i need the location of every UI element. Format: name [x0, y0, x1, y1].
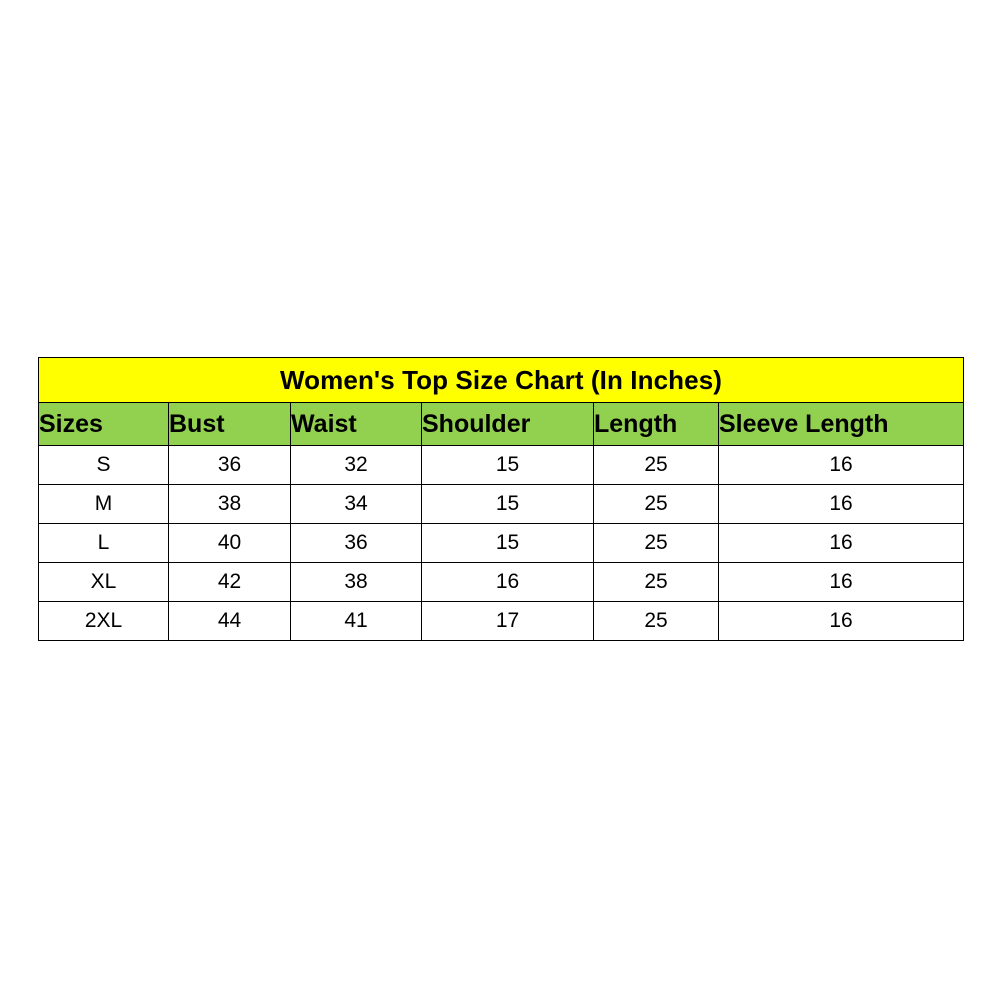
- table-row: [39, 563, 964, 602]
- cell-waist: 41: [291, 602, 422, 641]
- cell-waist: 36: [291, 524, 422, 563]
- cell-size: S: [39, 446, 169, 485]
- cell-shoulder: 15: [422, 485, 594, 524]
- table-title-row: [39, 358, 964, 403]
- column-header-shoulder: Shoulder: [422, 403, 594, 446]
- cell-sleeve-length: 16: [719, 602, 964, 641]
- cell-bust: 40: [169, 524, 291, 563]
- cell-sleeve-length: 16: [719, 446, 964, 485]
- cell-shoulder: 15: [422, 446, 594, 485]
- cell-sleeve-length: 16: [719, 524, 964, 563]
- cell-waist: 32: [291, 446, 422, 485]
- column-header-sleeve-length: Sleeve Length: [719, 403, 964, 446]
- cell-length: 25: [594, 524, 719, 563]
- cell-bust: 44: [169, 602, 291, 641]
- cell-length: 25: [594, 602, 719, 641]
- cell-waist: 34: [291, 485, 422, 524]
- column-header-sizes: Sizes: [39, 403, 169, 446]
- cell-shoulder: 17: [422, 602, 594, 641]
- cell-shoulder: 16: [422, 563, 594, 602]
- size-chart-container: [38, 357, 963, 641]
- cell-sleeve-length: 16: [719, 485, 964, 524]
- cell-waist: 38: [291, 563, 422, 602]
- table-row: [39, 524, 964, 563]
- cell-sleeve-length: 16: [719, 563, 964, 602]
- cell-shoulder: 15: [422, 524, 594, 563]
- cell-size: M: [39, 485, 169, 524]
- table-row: [39, 485, 964, 524]
- cell-bust: 42: [169, 563, 291, 602]
- column-header-bust: Bust: [169, 403, 291, 446]
- cell-size: XL: [39, 563, 169, 602]
- cell-size: L: [39, 524, 169, 563]
- cell-length: 25: [594, 446, 719, 485]
- chart-title: Women's Top Size Chart (In Inches): [39, 358, 964, 403]
- cell-size: 2XL: [39, 602, 169, 641]
- column-header-waist: Waist: [291, 403, 422, 446]
- cell-bust: 36: [169, 446, 291, 485]
- table-header-row: [39, 403, 964, 446]
- cell-length: 25: [594, 563, 719, 602]
- cell-bust: 38: [169, 485, 291, 524]
- column-header-length: Length: [594, 403, 719, 446]
- table-row: [39, 446, 964, 485]
- table-row: [39, 602, 964, 641]
- cell-length: 25: [594, 485, 719, 524]
- size-chart-table: [38, 357, 964, 641]
